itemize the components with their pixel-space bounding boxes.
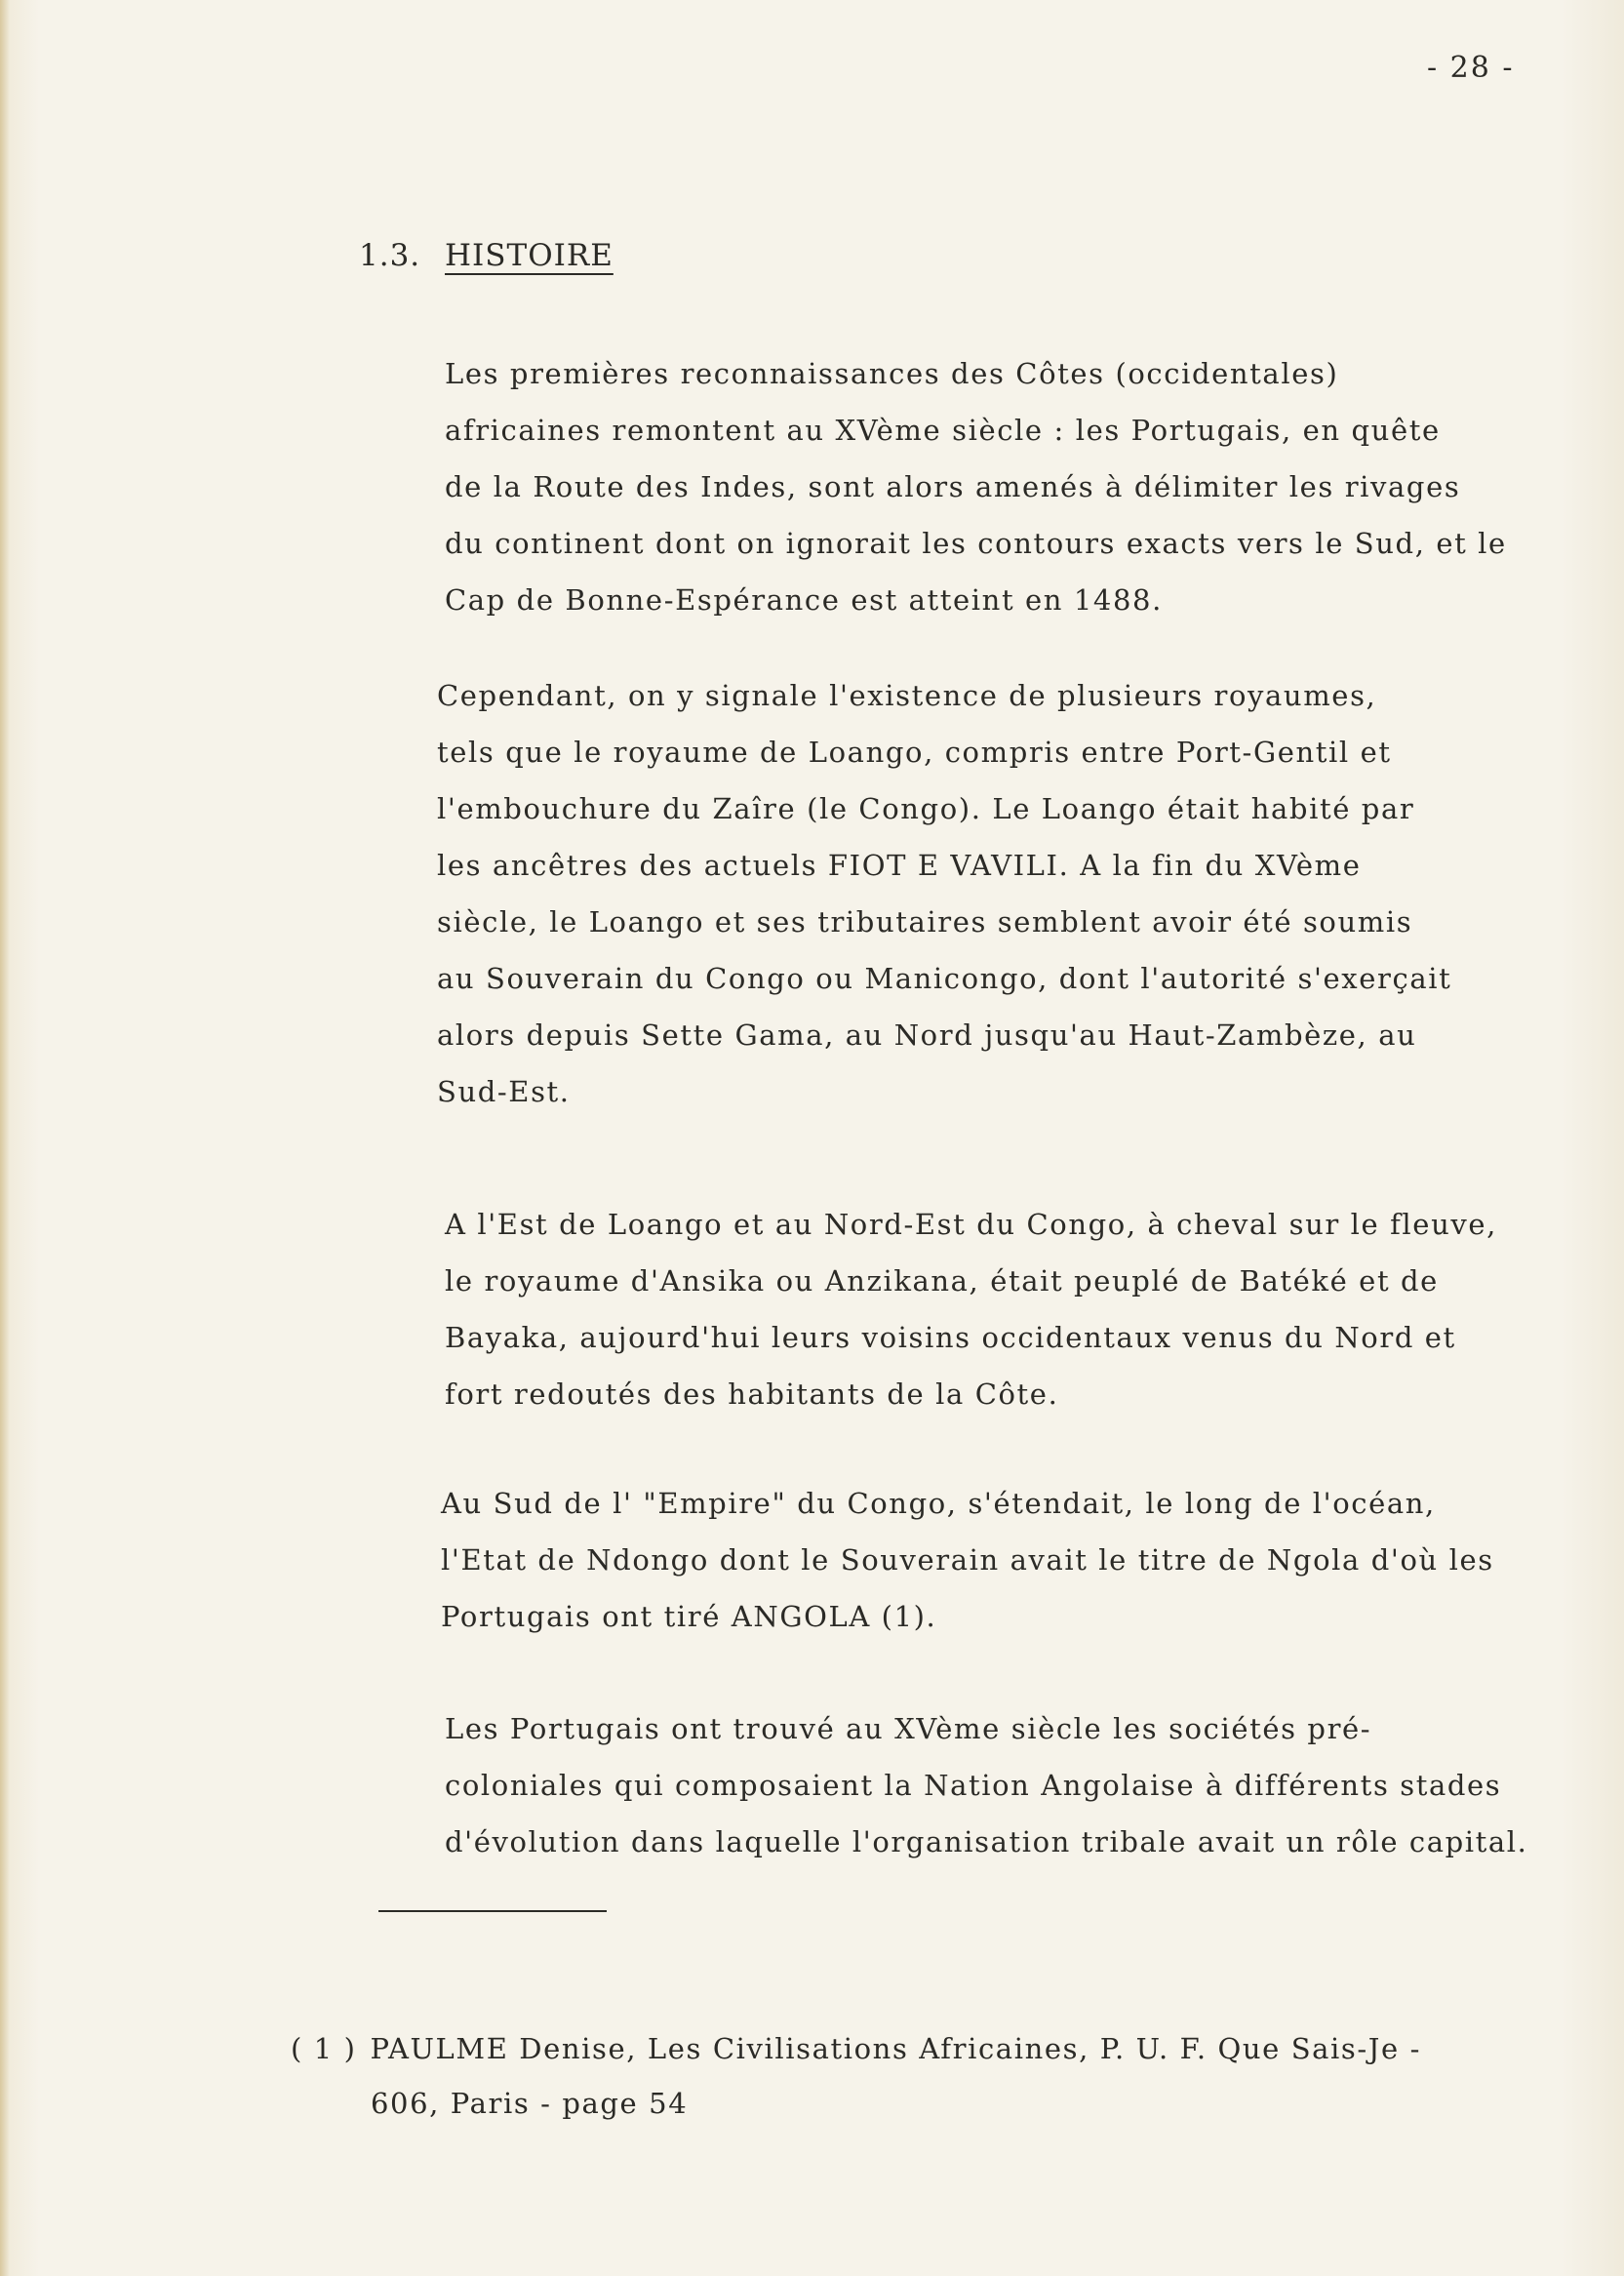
footnote <box>291 2021 1421 2131</box>
paragraph-line: les ancêtres des actuels FIOT E VAVILI. A la fin du XVème <box>437 849 1362 882</box>
paragraph-line: A l'Est de Loango et au Nord-Est du Congo, à cheval sur le fleuve, <box>445 1208 1497 1241</box>
paragraph-3 <box>445 1196 1497 1422</box>
page-binding-edge <box>0 0 10 2276</box>
paragraph-line: fort redoutés des habitants de la Côte. <box>445 1378 1059 1411</box>
paragraph-line: d'évolution dans laquelle l'organisation tribale avait un rôle capital. <box>445 1825 1528 1858</box>
paragraph-line: de la Route des Indes, sont alors amenés à délimiter les rivages <box>445 470 1461 503</box>
footnote-separator <box>378 1910 607 1912</box>
paragraph-2 <box>437 667 1451 1120</box>
paragraph-line: Cependant, on y signale l'existence de plusieurs royaumes, <box>437 679 1377 712</box>
paragraph-line: siècle, le Loango et ses tributaires semblent avoir été soumis <box>437 905 1413 938</box>
paragraph-4 <box>441 1475 1494 1645</box>
section-title: HISTOIRE <box>445 238 614 273</box>
paragraph-line: Bayaka, aujourd'hui leurs voisins occidentaux venus du Nord et <box>445 1321 1456 1354</box>
paragraph-line: alors depuis Sette Gama, au Nord jusqu'au Haut-Zambèze, au <box>437 1018 1417 1052</box>
paragraph-line: africaines remontent au XVème siècle : les Portugais, en quête <box>445 414 1441 447</box>
paragraph-line: Portugais ont tiré ANGOLA (1). <box>441 1600 937 1633</box>
paragraph-line: l'embouchure du Zaîre (le Congo). Le Loango était habité par <box>437 792 1415 825</box>
paragraph-line: Les premières reconnaissances des Côtes (occidentales) <box>445 357 1339 390</box>
footnote-line-1 <box>291 2021 1421 2076</box>
paragraph-1 <box>445 345 1507 628</box>
paragraph-line: Les Portugais ont trouvé au XVème siècle les sociétés pré- <box>445 1712 1372 1745</box>
section-number: 1.3. <box>359 238 421 273</box>
paragraph-line: au Souverain du Congo ou Manicongo, dont l'autorité s'exerçait <box>437 962 1452 995</box>
paragraph-line: tels que le royaume de Loango, compris entre Port-Gentil et <box>437 736 1392 769</box>
paragraph-line: coloniales qui composaient la Nation Angolaise à différents stades <box>445 1769 1502 1802</box>
section-heading <box>359 238 614 273</box>
paragraph-line: l'Etat de Ndongo dont le Souverain avait le titre de Ngola d'où les <box>441 1543 1494 1577</box>
paragraph-line: le royaume d'Ansika ou Anzikana, était peuplé de Batéké et de <box>445 1264 1439 1298</box>
footnote-marker: ( 1 ) <box>291 2032 357 2065</box>
paragraph-line: Au Sud de l' "Empire" du Congo, s'étendait, le long de l'océan, <box>441 1487 1436 1520</box>
page-number: - 28 - <box>1427 51 1515 85</box>
paragraph-line: Sud-Est. <box>437 1075 571 1108</box>
paragraph-5 <box>445 1700 1528 1870</box>
paragraph-line: du continent dont on ignorait les contours exacts vers le Sud, et le <box>445 527 1507 560</box>
footnote-line-2: 606, Paris - page 54 <box>371 2087 689 2120</box>
paragraph-line: Cap de Bonne-Espérance est atteint en 1488. <box>445 583 1163 617</box>
footnote-text: PAULME Denise, Les Civilisations Africaines, P. U. F. Que Sais-Je - <box>370 2032 1422 2065</box>
